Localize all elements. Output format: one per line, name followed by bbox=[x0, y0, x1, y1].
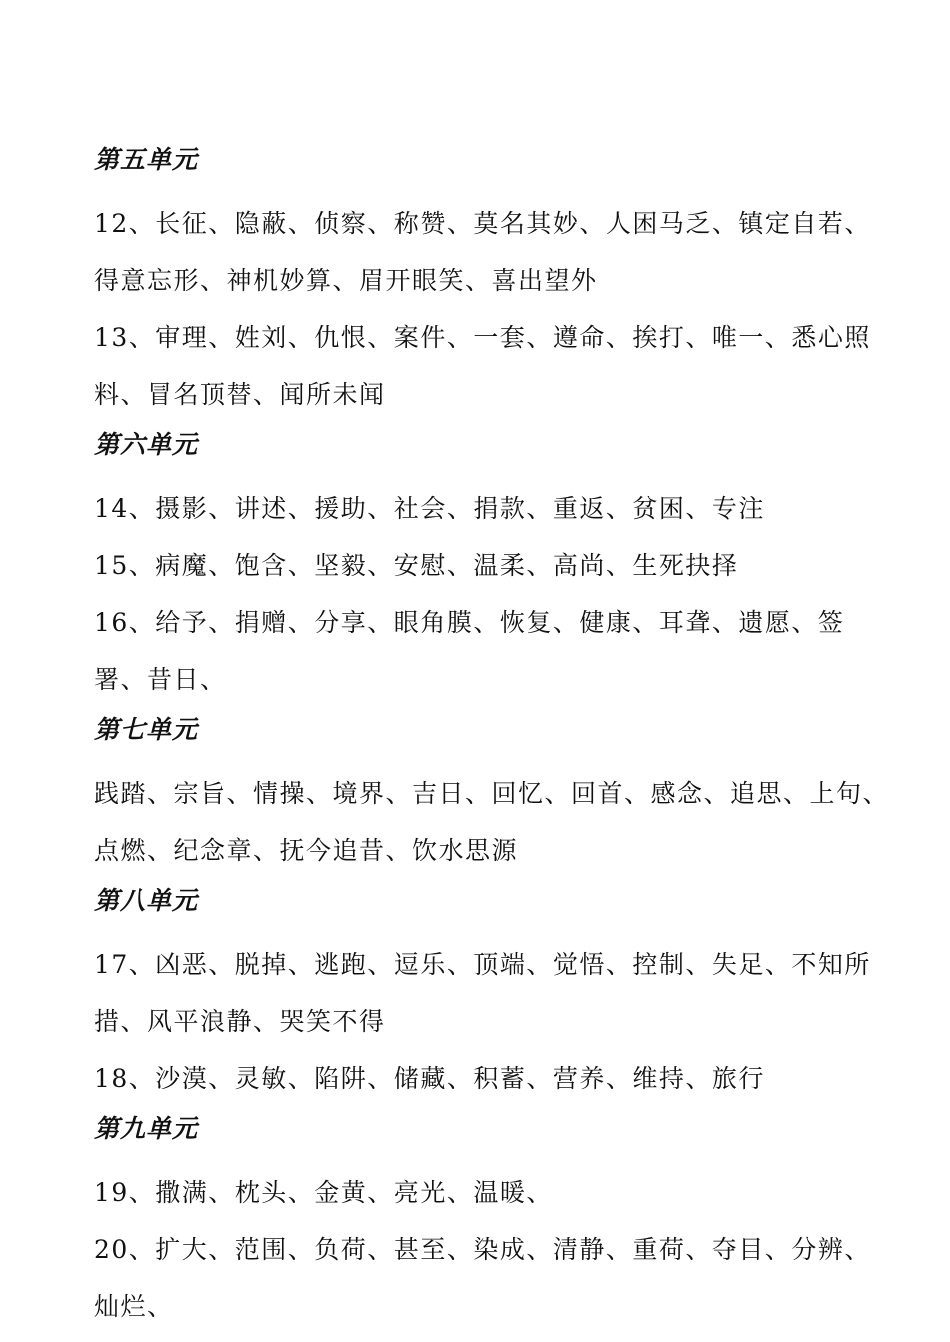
section-heading: 第八单元 bbox=[94, 886, 199, 915]
section-unit-6 bbox=[94, 423, 894, 708]
vocab-line: 13、审理、姓刘、仇恨、案件、一套、遵命、挨打、唯一、悉心照料、冒名顶替、闻所未闻 bbox=[94, 323, 871, 409]
section-heading: 第七单元 bbox=[94, 715, 199, 744]
vocab-line: 17、凶恶、脱掉、逃跑、逗乐、顶端、觉悟、控制、失足、不知所措、风平浪静、哭笑不得 bbox=[94, 950, 871, 1036]
section-unit-9 bbox=[94, 1107, 894, 1335]
section-heading: 第九单元 bbox=[94, 1114, 199, 1143]
section-unit-5 bbox=[94, 138, 894, 423]
vocab-line: 16、给予、捐赠、分享、眼角膜、恢复、健康、耳聋、遗愿、签署、昔日、 bbox=[94, 608, 845, 694]
section-heading: 第六单元 bbox=[94, 430, 199, 459]
vocab-line: 18、沙漠、灵敏、陷阱、储藏、积蓄、营养、维持、旅行 bbox=[94, 1064, 765, 1093]
vocab-line: 践踏、宗旨、情操、境界、吉日、回忆、回首、感念、追思、上句、点燃、纪念章、抚今追昔、饮水思源 bbox=[94, 779, 890, 865]
document-page bbox=[94, 138, 894, 1335]
section-unit-8 bbox=[94, 879, 894, 1107]
section-unit-7 bbox=[94, 708, 894, 879]
vocab-line: 14、摄影、讲述、援助、社会、捐款、重返、贫困、专注 bbox=[94, 494, 765, 523]
vocab-line: 19、撒满、枕头、金黄、亮光、温暖、 bbox=[94, 1178, 553, 1207]
vocab-line: 12、长征、隐蔽、侦察、称赞、莫名其妙、人困马乏、镇定自若、得意忘形、神机妙算、眉开眼笑、喜出望外 bbox=[94, 209, 871, 295]
section-heading: 第五单元 bbox=[94, 145, 199, 174]
vocab-line: 20、扩大、范围、负荷、甚至、染成、清静、重荷、夺目、分辨、灿烂、 bbox=[94, 1235, 871, 1321]
vocab-line: 15、病魔、饱含、坚毅、安慰、温柔、高尚、生死抉择 bbox=[94, 551, 739, 580]
